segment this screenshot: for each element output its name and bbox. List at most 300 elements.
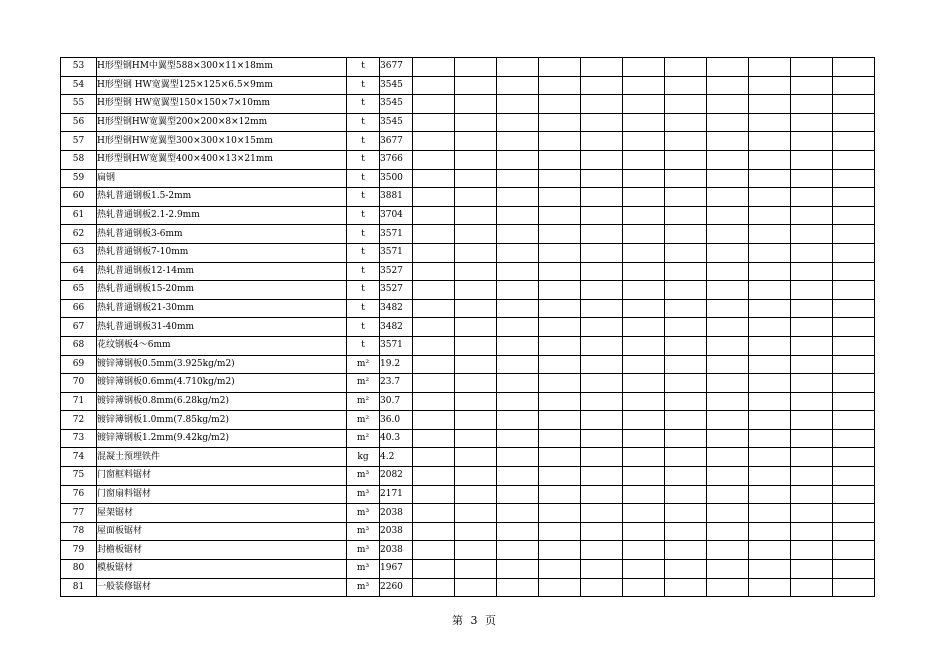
empty-cell: [791, 522, 833, 541]
empty-cell: [707, 58, 749, 77]
empty-cell: [707, 336, 749, 355]
material-name: 模板锯材: [97, 560, 347, 579]
empty-cell: [581, 485, 623, 504]
empty-cell: [413, 206, 455, 225]
row-number: 56: [61, 113, 97, 132]
price: 3571: [380, 336, 413, 355]
table-row: [61, 225, 875, 244]
empty-cell: [455, 188, 497, 207]
empty-cell: [623, 243, 665, 262]
empty-cell: [539, 243, 581, 262]
empty-cell: [623, 392, 665, 411]
empty-cell: [455, 169, 497, 188]
empty-cell: [581, 76, 623, 95]
empty-cell: [581, 132, 623, 151]
empty-cell: [791, 58, 833, 77]
empty-cell: [497, 225, 539, 244]
unit: m³: [347, 504, 380, 523]
table-row: [61, 299, 875, 318]
unit: t: [347, 299, 380, 318]
unit: t: [347, 206, 380, 225]
table-body: [61, 58, 875, 597]
empty-cell: [497, 578, 539, 597]
price: 3677: [380, 132, 413, 151]
table-row: [61, 318, 875, 337]
price: 23.7: [380, 374, 413, 393]
unit: m²: [347, 411, 380, 430]
row-number: 74: [61, 448, 97, 467]
empty-cell: [665, 504, 707, 523]
empty-cell: [791, 169, 833, 188]
empty-cell: [581, 504, 623, 523]
table-row: [61, 169, 875, 188]
empty-cell: [413, 355, 455, 374]
empty-cell: [707, 578, 749, 597]
empty-cell: [665, 113, 707, 132]
empty-cell: [833, 448, 875, 467]
empty-cell: [665, 374, 707, 393]
empty-cell: [455, 560, 497, 579]
empty-cell: [413, 392, 455, 411]
price: 2038: [380, 522, 413, 541]
empty-cell: [791, 578, 833, 597]
empty-cell: [791, 150, 833, 169]
empty-cell: [413, 58, 455, 77]
unit: m³: [347, 467, 380, 486]
empty-cell: [707, 243, 749, 262]
empty-cell: [833, 243, 875, 262]
empty-cell: [623, 132, 665, 151]
empty-cell: [749, 578, 791, 597]
empty-cell: [497, 411, 539, 430]
table-row: [61, 355, 875, 374]
empty-cell: [833, 541, 875, 560]
empty-cell: [539, 225, 581, 244]
empty-cell: [413, 150, 455, 169]
empty-cell: [455, 132, 497, 151]
empty-cell: [455, 429, 497, 448]
empty-cell: [455, 467, 497, 486]
row-number: 53: [61, 58, 97, 77]
empty-cell: [707, 113, 749, 132]
empty-cell: [539, 392, 581, 411]
unit: m²: [347, 429, 380, 448]
table-row: [61, 374, 875, 393]
empty-cell: [497, 299, 539, 318]
material-name: 镀锌簿钢板1.0mm(7.85kg/m2): [97, 411, 347, 430]
empty-cell: [665, 560, 707, 579]
row-number: 76: [61, 485, 97, 504]
empty-cell: [791, 355, 833, 374]
empty-cell: [665, 58, 707, 77]
material-name: 镀锌簿钢板1.2mm(9.42kg/m2): [97, 429, 347, 448]
table-row: [61, 76, 875, 95]
empty-cell: [497, 113, 539, 132]
empty-cell: [665, 429, 707, 448]
empty-cell: [497, 504, 539, 523]
row-number: 77: [61, 504, 97, 523]
table-row: [61, 150, 875, 169]
empty-cell: [539, 169, 581, 188]
empty-cell: [833, 578, 875, 597]
empty-cell: [749, 374, 791, 393]
empty-cell: [539, 504, 581, 523]
empty-cell: [707, 392, 749, 411]
row-number: 80: [61, 560, 97, 579]
empty-cell: [455, 281, 497, 300]
empty-cell: [749, 169, 791, 188]
empty-cell: [791, 392, 833, 411]
empty-cell: [791, 281, 833, 300]
unit: t: [347, 243, 380, 262]
empty-cell: [581, 113, 623, 132]
empty-cell: [665, 262, 707, 281]
empty-cell: [413, 522, 455, 541]
empty-cell: [497, 318, 539, 337]
empty-cell: [497, 206, 539, 225]
empty-cell: [749, 355, 791, 374]
row-number: 66: [61, 299, 97, 318]
empty-cell: [665, 522, 707, 541]
empty-cell: [623, 281, 665, 300]
row-number: 69: [61, 355, 97, 374]
empty-cell: [791, 188, 833, 207]
empty-cell: [707, 560, 749, 579]
table-row: [61, 560, 875, 579]
empty-cell: [791, 225, 833, 244]
row-number: 72: [61, 411, 97, 430]
empty-cell: [833, 485, 875, 504]
empty-cell: [707, 188, 749, 207]
empty-cell: [791, 76, 833, 95]
material-name: 门窗框料锯材: [97, 467, 347, 486]
price: 3500: [380, 169, 413, 188]
empty-cell: [539, 429, 581, 448]
unit: t: [347, 281, 380, 300]
table-row: [61, 448, 875, 467]
empty-cell: [497, 522, 539, 541]
empty-cell: [791, 132, 833, 151]
empty-cell: [581, 188, 623, 207]
empty-cell: [581, 206, 623, 225]
empty-cell: [455, 448, 497, 467]
empty-cell: [581, 169, 623, 188]
unit: m²: [347, 374, 380, 393]
empty-cell: [791, 95, 833, 114]
price: 2038: [380, 504, 413, 523]
material-name: 热轧普通钢板15-20mm: [97, 281, 347, 300]
empty-cell: [623, 467, 665, 486]
row-number: 58: [61, 150, 97, 169]
empty-cell: [749, 150, 791, 169]
empty-cell: [455, 262, 497, 281]
empty-cell: [539, 374, 581, 393]
empty-cell: [833, 336, 875, 355]
empty-cell: [791, 411, 833, 430]
empty-cell: [791, 541, 833, 560]
material-name: 热轧普通钢板31-40mm: [97, 318, 347, 337]
empty-cell: [455, 113, 497, 132]
empty-cell: [833, 262, 875, 281]
row-number: 57: [61, 132, 97, 151]
empty-cell: [539, 281, 581, 300]
price: 36.0: [380, 411, 413, 430]
empty-cell: [497, 243, 539, 262]
empty-cell: [707, 522, 749, 541]
empty-cell: [413, 374, 455, 393]
empty-cell: [791, 113, 833, 132]
empty-cell: [707, 448, 749, 467]
empty-cell: [413, 243, 455, 262]
empty-cell: [497, 560, 539, 579]
empty-cell: [707, 262, 749, 281]
empty-cell: [539, 188, 581, 207]
empty-cell: [455, 318, 497, 337]
empty-cell: [497, 541, 539, 560]
empty-cell: [497, 485, 539, 504]
empty-cell: [581, 262, 623, 281]
empty-cell: [539, 355, 581, 374]
unit: m³: [347, 560, 380, 579]
empty-cell: [413, 225, 455, 244]
empty-cell: [665, 95, 707, 114]
empty-cell: [581, 299, 623, 318]
empty-cell: [707, 467, 749, 486]
material-name: H形型钢HW宽翼型400×400×13×21mm: [97, 150, 347, 169]
table-row: [61, 336, 875, 355]
empty-cell: [833, 374, 875, 393]
empty-cell: [665, 150, 707, 169]
empty-cell: [833, 188, 875, 207]
row-number: 81: [61, 578, 97, 597]
empty-cell: [413, 560, 455, 579]
table-row: [61, 504, 875, 523]
empty-cell: [581, 541, 623, 560]
empty-cell: [791, 467, 833, 486]
empty-cell: [791, 374, 833, 393]
empty-cell: [665, 355, 707, 374]
unit: m²: [347, 355, 380, 374]
price: 40.3: [380, 429, 413, 448]
unit: m³: [347, 485, 380, 504]
empty-cell: [833, 355, 875, 374]
empty-cell: [497, 336, 539, 355]
empty-cell: [665, 299, 707, 318]
table-row: [61, 411, 875, 430]
empty-cell: [833, 522, 875, 541]
empty-cell: [665, 541, 707, 560]
empty-cell: [707, 281, 749, 300]
empty-cell: [413, 169, 455, 188]
empty-cell: [749, 95, 791, 114]
empty-cell: [455, 392, 497, 411]
material-name: 热轧普通钢板7-10mm: [97, 243, 347, 262]
row-number: 71: [61, 392, 97, 411]
empty-cell: [749, 485, 791, 504]
empty-cell: [665, 169, 707, 188]
empty-cell: [749, 560, 791, 579]
empty-cell: [833, 392, 875, 411]
empty-cell: [707, 76, 749, 95]
empty-cell: [413, 429, 455, 448]
material-name: 扁钢: [97, 169, 347, 188]
empty-cell: [623, 262, 665, 281]
unit: t: [347, 150, 380, 169]
table-row: [61, 541, 875, 560]
empty-cell: [413, 318, 455, 337]
empty-cell: [791, 336, 833, 355]
empty-cell: [623, 522, 665, 541]
table-row: [61, 485, 875, 504]
row-number: 70: [61, 374, 97, 393]
empty-cell: [455, 578, 497, 597]
empty-cell: [623, 411, 665, 430]
empty-cell: [791, 504, 833, 523]
empty-cell: [665, 411, 707, 430]
empty-cell: [749, 188, 791, 207]
empty-cell: [665, 485, 707, 504]
empty-cell: [665, 578, 707, 597]
empty-cell: [623, 188, 665, 207]
empty-cell: [539, 578, 581, 597]
empty-cell: [749, 262, 791, 281]
empty-cell: [539, 150, 581, 169]
price: 3545: [380, 113, 413, 132]
empty-cell: [665, 206, 707, 225]
row-number: 79: [61, 541, 97, 560]
material-name: 屋架锯材: [97, 504, 347, 523]
empty-cell: [665, 336, 707, 355]
table-row: [61, 188, 875, 207]
material-name: 镀锌簿钢板0.6mm(4.710kg/m2): [97, 374, 347, 393]
empty-cell: [413, 76, 455, 95]
unit: t: [347, 132, 380, 151]
row-number: 63: [61, 243, 97, 262]
table-row: [61, 392, 875, 411]
table-row: [61, 429, 875, 448]
material-name: H形型钢HW宽翼型200×200×8×12mm: [97, 113, 347, 132]
empty-cell: [539, 336, 581, 355]
empty-cell: [623, 336, 665, 355]
empty-cell: [581, 225, 623, 244]
unit: m³: [347, 522, 380, 541]
table-row: [61, 467, 875, 486]
empty-cell: [497, 169, 539, 188]
empty-cell: [749, 392, 791, 411]
empty-cell: [539, 113, 581, 132]
price: 2038: [380, 541, 413, 560]
empty-cell: [581, 411, 623, 430]
empty-cell: [581, 467, 623, 486]
empty-cell: [455, 522, 497, 541]
empty-cell: [455, 299, 497, 318]
empty-cell: [791, 243, 833, 262]
table-row: [61, 113, 875, 132]
empty-cell: [413, 541, 455, 560]
empty-cell: [791, 429, 833, 448]
price: 3704: [380, 206, 413, 225]
table-row: [61, 281, 875, 300]
unit: t: [347, 58, 380, 77]
empty-cell: [833, 150, 875, 169]
empty-cell: [833, 76, 875, 95]
material-name: 混凝土预埋铁件: [97, 448, 347, 467]
empty-cell: [539, 58, 581, 77]
empty-cell: [539, 448, 581, 467]
material-name: 热轧普通钢板1.5-2mm: [97, 188, 347, 207]
empty-cell: [791, 318, 833, 337]
empty-cell: [623, 504, 665, 523]
empty-cell: [539, 485, 581, 504]
price: 3482: [380, 299, 413, 318]
empty-cell: [707, 355, 749, 374]
empty-cell: [581, 318, 623, 337]
unit: t: [347, 225, 380, 244]
empty-cell: [749, 58, 791, 77]
empty-cell: [623, 448, 665, 467]
empty-cell: [833, 206, 875, 225]
unit: t: [347, 336, 380, 355]
empty-cell: [539, 95, 581, 114]
empty-cell: [707, 150, 749, 169]
row-number: 64: [61, 262, 97, 281]
material-name: 屋面板锯材: [97, 522, 347, 541]
empty-cell: [749, 206, 791, 225]
empty-cell: [665, 243, 707, 262]
empty-cell: [413, 281, 455, 300]
empty-cell: [749, 541, 791, 560]
empty-cell: [413, 132, 455, 151]
price: 3527: [380, 281, 413, 300]
empty-cell: [665, 225, 707, 244]
empty-cell: [497, 132, 539, 151]
row-number: 62: [61, 225, 97, 244]
empty-cell: [623, 113, 665, 132]
empty-cell: [749, 411, 791, 430]
empty-cell: [581, 374, 623, 393]
empty-cell: [581, 355, 623, 374]
empty-cell: [623, 299, 665, 318]
empty-cell: [749, 467, 791, 486]
empty-cell: [581, 448, 623, 467]
unit: t: [347, 113, 380, 132]
material-name: 花纹钢板4～6mm: [97, 336, 347, 355]
empty-cell: [791, 485, 833, 504]
empty-cell: [791, 299, 833, 318]
empty-cell: [623, 76, 665, 95]
empty-cell: [749, 76, 791, 95]
empty-cell: [623, 541, 665, 560]
empty-cell: [833, 299, 875, 318]
empty-cell: [455, 411, 497, 430]
empty-cell: [413, 188, 455, 207]
empty-cell: [833, 225, 875, 244]
empty-cell: [455, 355, 497, 374]
empty-cell: [581, 150, 623, 169]
empty-cell: [581, 95, 623, 114]
empty-cell: [707, 132, 749, 151]
empty-cell: [623, 318, 665, 337]
empty-cell: [623, 169, 665, 188]
empty-cell: [833, 169, 875, 188]
empty-cell: [623, 374, 665, 393]
empty-cell: [413, 113, 455, 132]
empty-cell: [413, 467, 455, 486]
empty-cell: [455, 485, 497, 504]
empty-cell: [413, 299, 455, 318]
empty-cell: [497, 374, 539, 393]
empty-cell: [833, 58, 875, 77]
